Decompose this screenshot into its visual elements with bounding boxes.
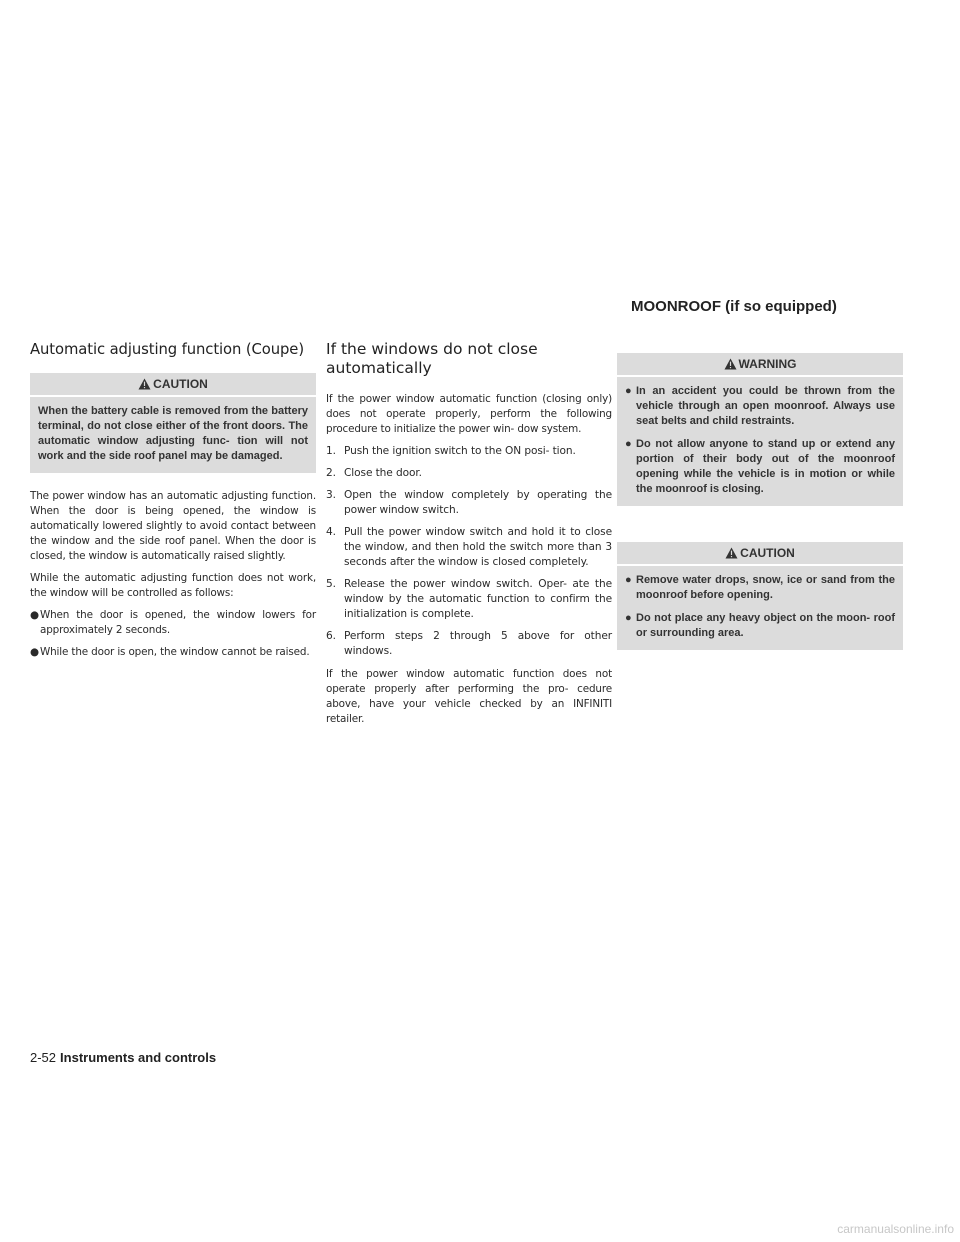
left-column	[30, 340, 316, 667]
bullet-list	[30, 608, 316, 660]
right-column	[617, 353, 903, 666]
bullet-icon: ●	[30, 609, 39, 621]
paragraph: If the power window automatic function does not operate properly after performing the pro- cedure above, have your vehicle checked by an INFINITI retailer.	[326, 668, 612, 725]
list-item: ● Do not place any heavy object on the moon- roof or surrounding area.	[625, 612, 895, 639]
caution-box-right	[617, 542, 903, 650]
paragraph: If the power window automatic function (closing only) does not operate properly, perform the following procedure to initialize the power win- dow system.	[326, 393, 612, 435]
warning-triangle-icon	[138, 378, 151, 390]
page-footer	[30, 1050, 216, 1065]
caution-box-left	[30, 373, 316, 473]
heading-windows-not-close: If the windows do not close automatically	[326, 340, 538, 377]
paragraph: The power window has an automatic adjusting function. When the door is being opened, the window is automatically lowered slightly to avoid contact between the window and the side roof panel. When the door is closed, the window is automatically raised slightly.	[30, 490, 316, 562]
section-heading-moonroof: MOONROOF (if so equipped)	[631, 298, 837, 315]
caution-text: When the battery cable is removed from the battery terminal, do not close either of the front doors. The automatic window adjusting func- tion will not work and the side roof panel may be damaged.	[38, 405, 308, 462]
watermark: carmanualsonline.info	[837, 1222, 954, 1236]
middle-column	[326, 340, 612, 734]
warning-header	[617, 353, 903, 377]
warning-label: WARNING	[738, 357, 797, 371]
bullet-icon: ●	[625, 574, 632, 586]
list-item: ● In an accident you could be thrown from the vehicle through an open moonroof. Always use seat belts and child restraints.	[625, 385, 895, 427]
bullet-icon: ●	[30, 646, 39, 658]
caution-header	[30, 373, 316, 397]
list-item: ● Do not allow anyone to stand up or extend any portion of their body out of the moonroof opening while the vehicle is in motion or while the moonroof is closing.	[625, 438, 895, 495]
warning-triangle-icon	[724, 358, 737, 370]
caution-list	[625, 573, 895, 641]
page-number: 2-52	[30, 1050, 57, 1065]
list-item: 5. Release the power window switch. Oper- ate the window by the automatic function to confirm the initialization is complete.	[326, 578, 612, 620]
heading-automatic-adjusting: Automatic adjusting function (Coupe)	[30, 341, 304, 358]
warning-triangle-icon	[725, 547, 738, 559]
caution-label: CAUTION	[740, 546, 795, 560]
bullet-icon: ●	[625, 438, 632, 450]
warning-list	[625, 384, 895, 497]
list-item: ● When the door is opened, the window lowers for approximately 2 seconds.	[30, 609, 316, 636]
list-item: 1. Push the ignition switch to the ON posi- tion.	[326, 445, 576, 457]
warning-box	[617, 353, 903, 506]
list-item: 4. Pull the power window switch and hold it to close the window, and then hold the switch more than 3 seconds after the window is closed completely.	[326, 526, 612, 568]
list-item: 2. Close the door.	[326, 467, 422, 479]
chapter-title: Instruments and controls	[60, 1050, 217, 1065]
caution-label: CAUTION	[153, 377, 208, 391]
list-item: 3. Open the window completely by operating the power window switch.	[326, 489, 612, 516]
bullet-icon: ●	[625, 612, 632, 624]
bullet-icon: ●	[625, 385, 632, 397]
caution-header	[617, 542, 903, 566]
list-item: ● Remove water drops, snow, ice or sand from the moonroof before opening.	[625, 574, 895, 601]
steps-list	[326, 444, 612, 659]
list-item: 6. Perform steps 2 through 5 above for other windows.	[326, 630, 612, 657]
list-item: ● While the door is open, the window cannot be raised.	[30, 646, 310, 658]
paragraph: While the automatic adjusting function does not work, the window will be controlled as follows:	[30, 572, 316, 599]
